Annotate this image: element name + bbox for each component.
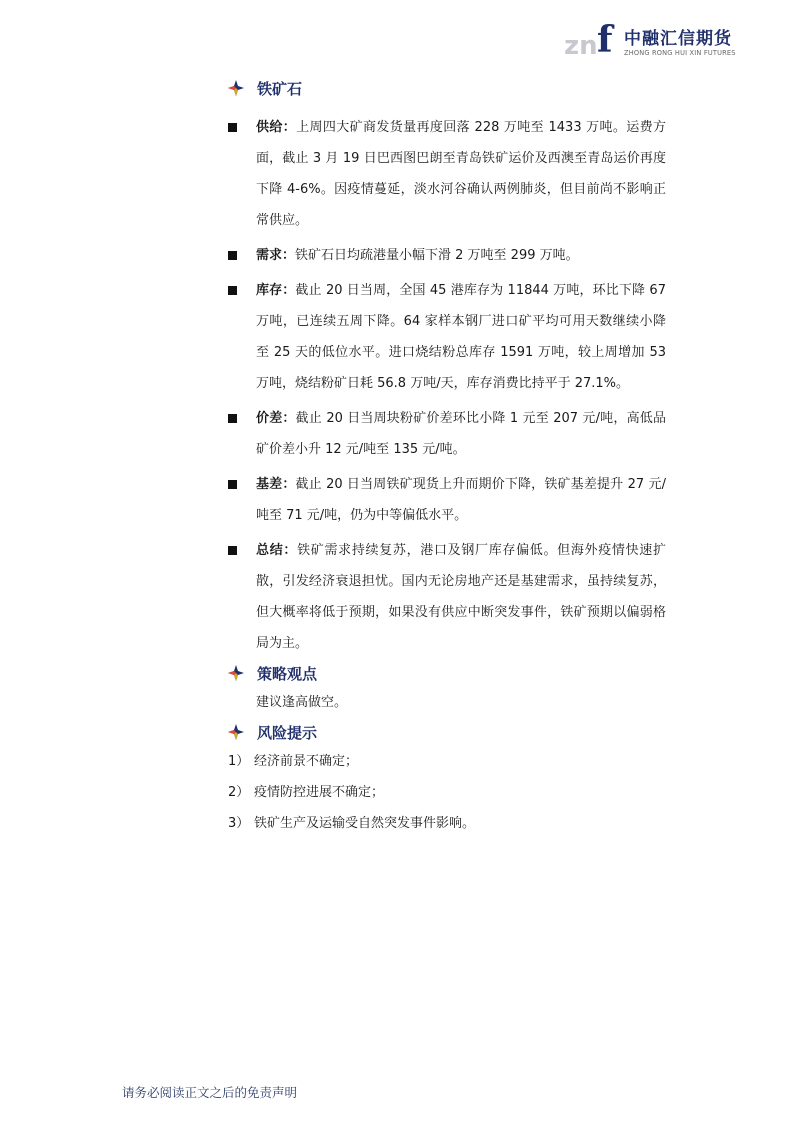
risk-number: 1） bbox=[228, 754, 250, 769]
list-item bbox=[226, 469, 666, 531]
company-logo bbox=[564, 18, 744, 62]
item-text: 截止 20 日当周块粉矿价差环比小降 1 元至 207 元/吨，高低品矿价差小升 12 元/吨至 135 元/吨。 bbox=[256, 411, 666, 457]
znf-logo-icon bbox=[564, 18, 620, 60]
risk-item bbox=[226, 746, 666, 777]
item-text: 铁矿需求持续复苏，港口及钢厂库存偏低。但海外疫情快速扩散，引发经济衰退担忧。国内无论房地产还是基建需求，虽持续复苏，但大概率将低于预期，如果没有供应中断突发事件，铁矿预期以偏弱格局为主。 bbox=[256, 543, 666, 651]
section-title: 铁矿石 bbox=[257, 79, 303, 98]
section-title: 策略观点 bbox=[257, 664, 318, 683]
item-label: 需求： bbox=[256, 248, 296, 263]
item-text: 上周四大矿商发货量再度回落 228 万吨至 1433 万吨。运费方面，截止 3 月 19 日巴西图巴朗至青岛铁矿运价及西澳至青岛运价再度下降 4-6%。因疫情蔓延，淡水河谷确认两例肺炎，但目前尚不影响正常供应。 bbox=[256, 120, 666, 228]
risk-text: 疫情防控进展不确定； bbox=[254, 785, 385, 800]
diamond-bullet-icon bbox=[226, 663, 246, 683]
item-label: 库存： bbox=[256, 283, 296, 298]
square-bullet-icon bbox=[228, 480, 237, 489]
square-bullet-icon bbox=[228, 251, 237, 260]
section-heading-risk bbox=[226, 718, 666, 746]
square-bullet-icon bbox=[228, 414, 237, 423]
item-text: 截止 20 日当周，全国 45 港库存为 11844 万吨，环比下降 67 万吨，已连续五周下降。64 家样本钢厂进口矿平均可用天数继续小降至 25 天的低位水平。进口烧结粉总库存 1591 万吨，较上周增加 53 万吨，烧结粉矿日耗 56.8 万吨/天，库存消费比持平于 27.1%。 bbox=[256, 283, 666, 391]
section-heading-iron-ore bbox=[226, 74, 666, 102]
footer-disclaimer: 请务必阅读正文之后的免责声明 bbox=[122, 1085, 298, 1100]
risk-item bbox=[226, 777, 666, 808]
list-item bbox=[226, 403, 666, 465]
list-item bbox=[226, 112, 666, 236]
item-text: 截止 20 日当周铁矿现货上升而期价下降，铁矿基差提升 27 元/吨至 71 元/吨，仍为中等偏低水平。 bbox=[256, 477, 666, 523]
item-label: 供给： bbox=[256, 120, 297, 135]
risk-text: 铁矿生产及运输受自然突发事件影响。 bbox=[254, 816, 476, 831]
diamond-bullet-icon bbox=[226, 78, 246, 98]
section-heading-strategy bbox=[226, 659, 666, 687]
risk-text: 经济前景不确定； bbox=[254, 754, 359, 769]
list-item bbox=[226, 275, 666, 399]
strategy-text: 建议逢高做空。 bbox=[256, 695, 348, 710]
square-bullet-icon bbox=[228, 123, 237, 132]
diamond-bullet-icon bbox=[226, 722, 246, 742]
report-content bbox=[226, 74, 666, 839]
risk-item bbox=[226, 808, 666, 839]
item-text: 铁矿石日均疏港量小幅下滑 2 万吨至 299 万吨。 bbox=[295, 248, 579, 263]
logo-chinese-name: 中融汇信期货 bbox=[624, 29, 732, 49]
svg-text:f: f bbox=[597, 19, 613, 60]
square-bullet-icon bbox=[228, 286, 237, 295]
item-label: 价差： bbox=[256, 411, 296, 426]
square-bullet-icon bbox=[228, 546, 237, 555]
item-label: 总结： bbox=[256, 543, 298, 558]
logo-english-name: ZHONG RONG HUI XIN FUTURES bbox=[624, 49, 736, 57]
list-item bbox=[226, 535, 666, 659]
section-title: 风险提示 bbox=[257, 723, 318, 742]
svg-text:zn: zn bbox=[564, 31, 598, 60]
risk-number: 2） bbox=[228, 785, 250, 800]
list-item bbox=[226, 240, 666, 271]
item-label: 基差： bbox=[256, 477, 296, 492]
risk-number: 3） bbox=[228, 816, 250, 831]
